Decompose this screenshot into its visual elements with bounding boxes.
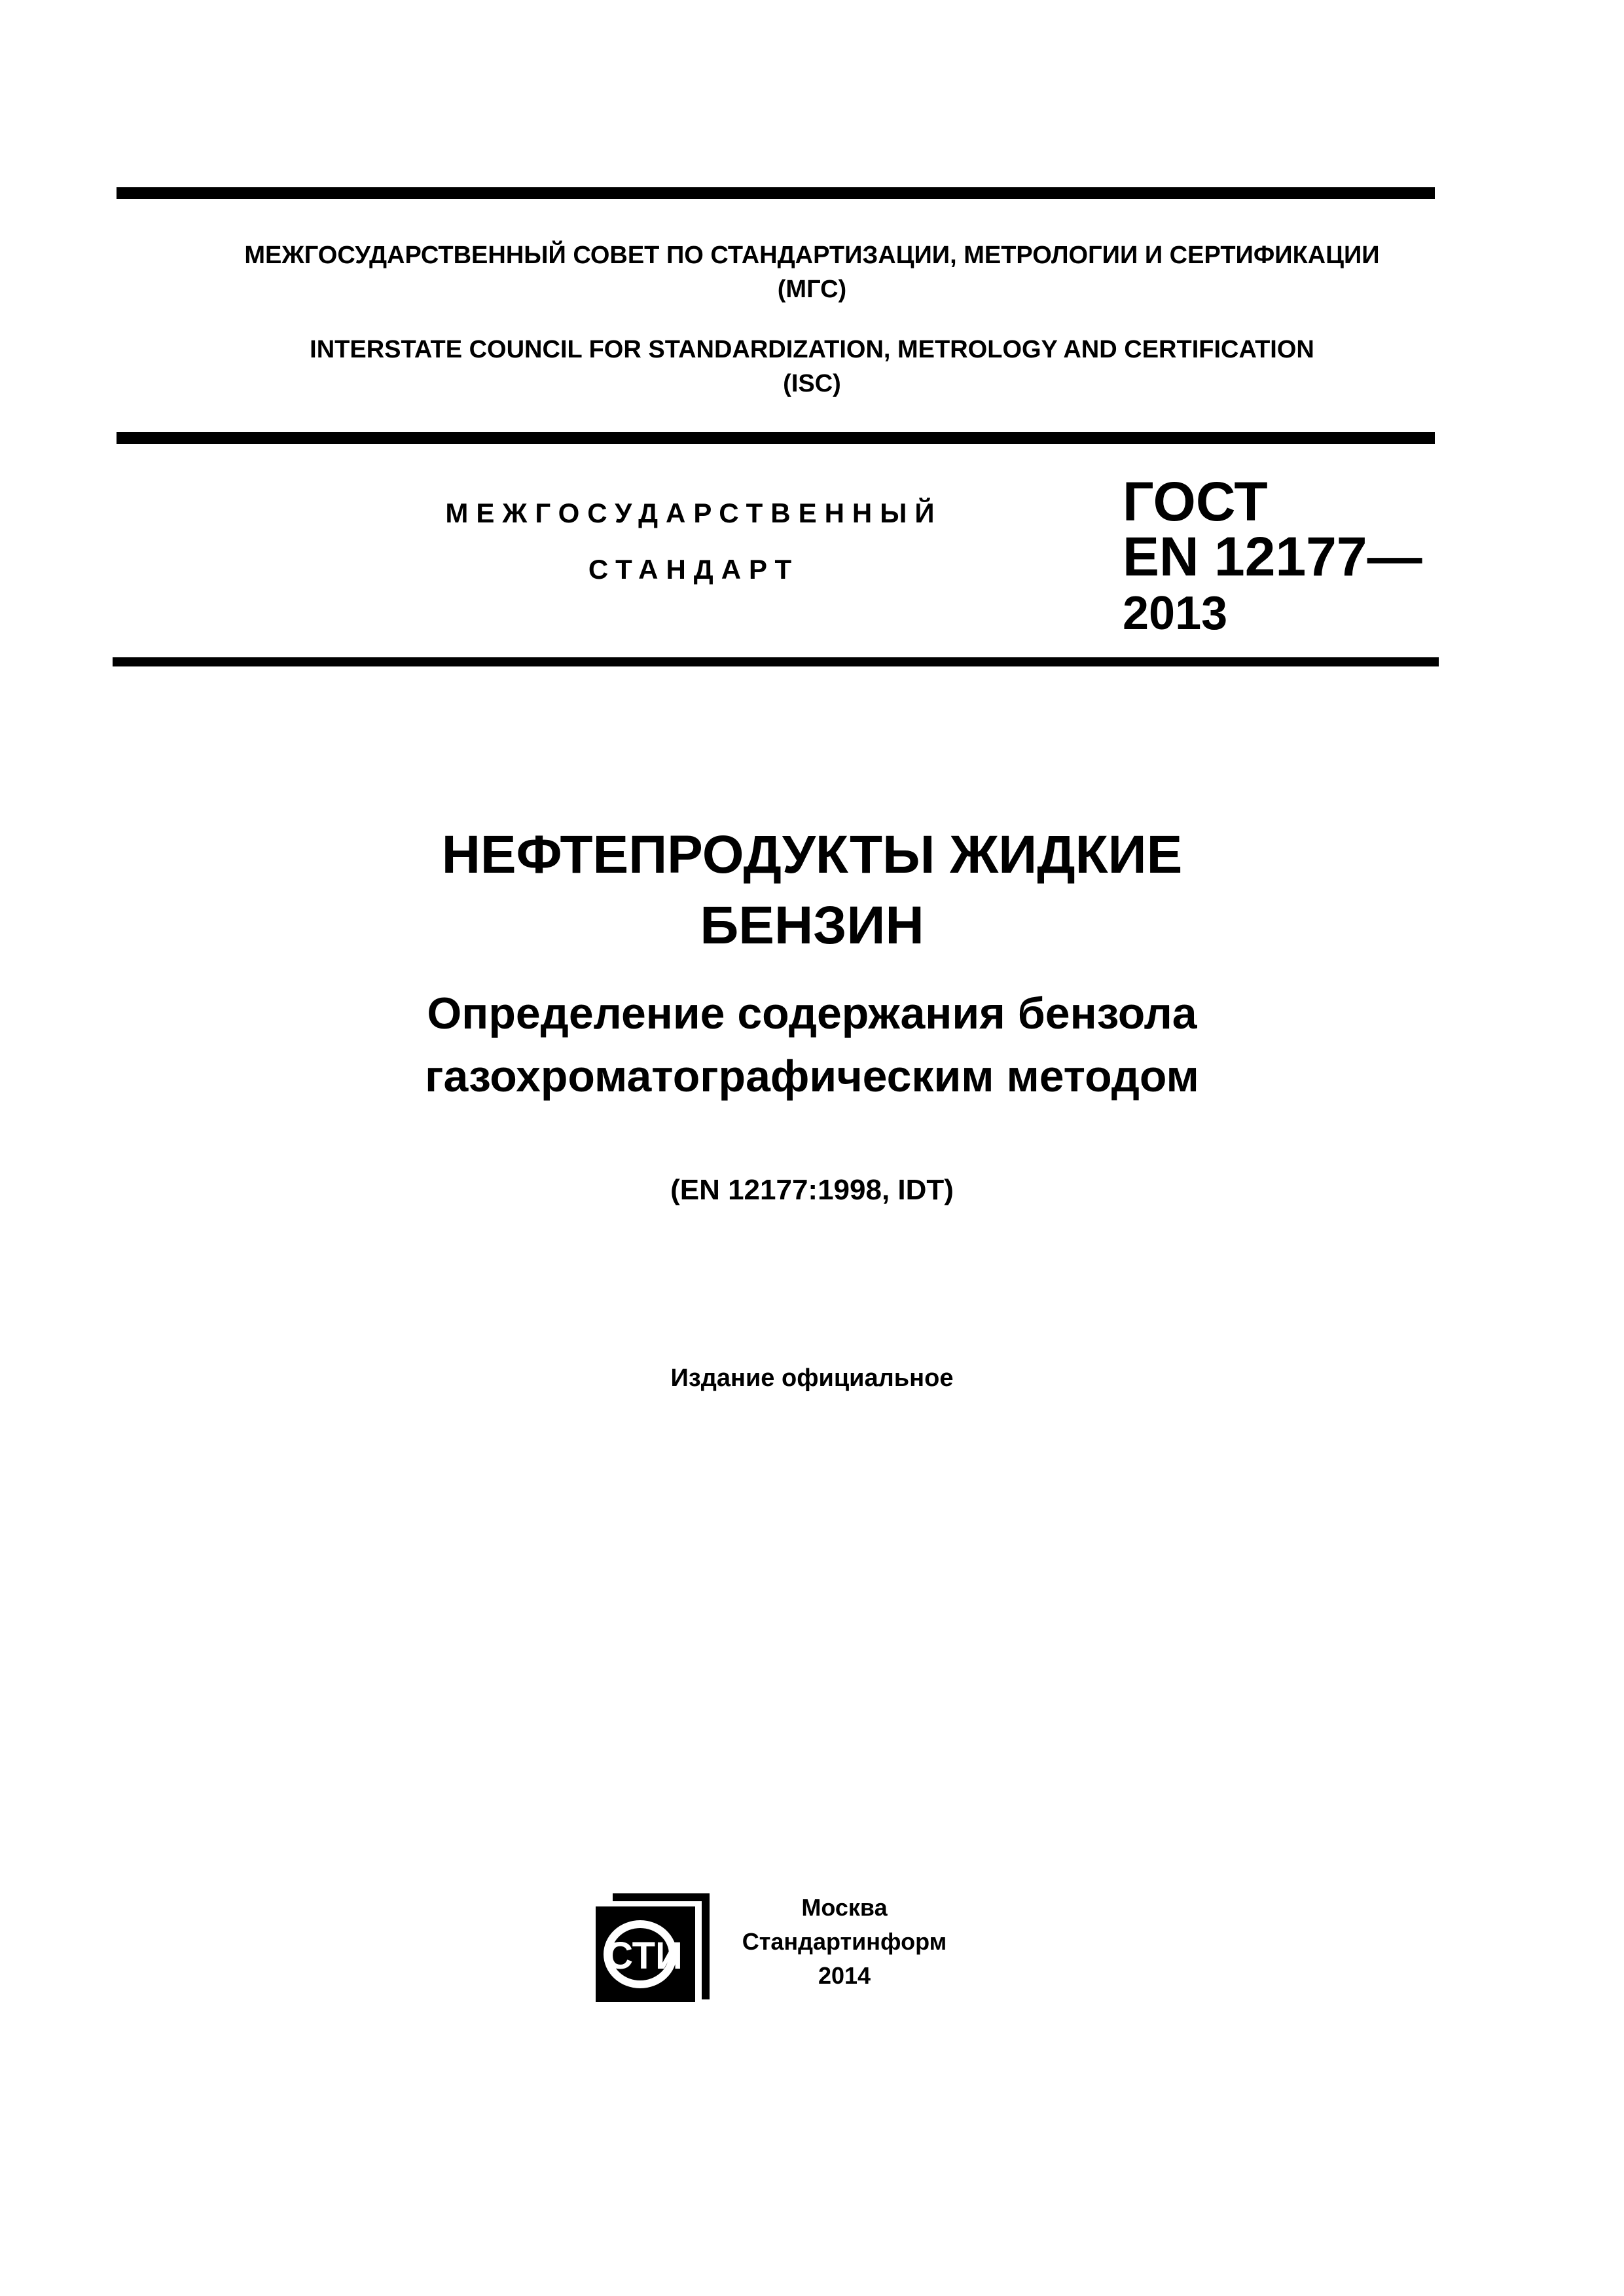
council-name-en [0, 333, 1624, 401]
edition-note: Издание официальное [670, 1364, 954, 1392]
document-title-line2: БЕНЗИН [700, 896, 924, 955]
document-title-line1: НЕФТЕПРОДУКТЫ ЖИДКИЕ [441, 825, 1183, 884]
council-abbr-en: (ISC) [783, 370, 841, 397]
publisher-city: Москва [801, 1894, 888, 1921]
document-subtitle-line1: Определение содержания бензола [427, 989, 1197, 1038]
designation-line1: ГОСТ [1123, 471, 1268, 532]
document-title [0, 820, 1624, 961]
top-rule [117, 187, 1435, 199]
council-name-ru-line1: МЕЖГОСУДАРСТВЕННЫЙ СОВЕТ ПО СТАНДАРТИЗАЦИИ, МЕТРОЛОГИИ И СЕРТИФИКАЦИИ [244, 242, 1380, 269]
council-name-ru [0, 238, 1624, 306]
bottom-rule [113, 657, 1439, 666]
standard-label-line2: СТАНДАРТ [588, 554, 800, 585]
publisher-name: Стандартинформ [742, 1928, 947, 1955]
document-subtitle [0, 982, 1624, 1108]
standartinform-logo-icon [593, 1892, 712, 2005]
document-subtitle-line2: газохроматографическим методом [425, 1051, 1199, 1101]
designation-line2: EN 12177— [1123, 526, 1422, 587]
publisher-block [720, 1891, 969, 1993]
standard-designation [1123, 471, 1422, 643]
standard-label-line1: МЕЖГОСУДАРСТВЕННЫЙ [445, 498, 943, 528]
source-reference: (EN 12177:1998, IDT) [670, 1174, 954, 1206]
logo-text: СТИ [605, 1935, 683, 1977]
designation-year: 2013 [1123, 587, 1228, 640]
council-abbr-ru: (МГС) [777, 276, 847, 303]
publisher-year: 2014 [818, 1962, 871, 1989]
council-name-en-line1: INTERSTATE COUNCIL FOR STANDARDIZATION, METROLOGY AND CERTIFICATION [310, 336, 1314, 363]
middle-rule [117, 432, 1435, 444]
